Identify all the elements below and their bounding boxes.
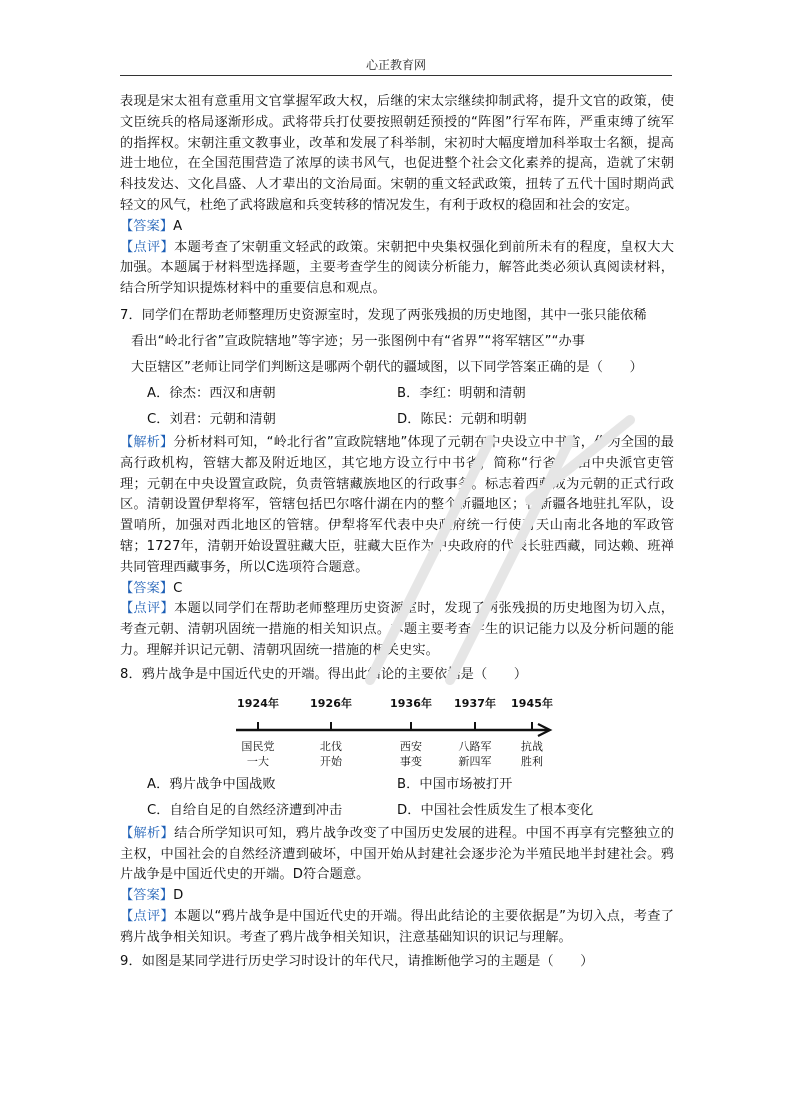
answer-value: C — [173, 580, 183, 596]
timeline-event-label: 一大 — [246, 754, 270, 768]
analysis-text: 结合所学知识可知，鸦片战争改变了中国历史发展的进程。中国不再享有完整独立的主权，中国社会的自然经济遭到破坏，中国开始从封建社会逐步沦为半殖民地半封建社会。鸦片战争是中国近代史的开端。D符合题意。 — [120, 825, 674, 883]
comment-text: 本题以“鸦片战争是中国近代史的开端。得出此结论的主要依据是”为切入点，考查了鸦片战争相关知识。考查了鸦片战争相关知识，注意基础知识的识记与理解。 — [120, 908, 674, 945]
q6-answer — [120, 217, 674, 238]
q8-comment — [120, 907, 674, 949]
comment-tag: 【点评】 — [120, 239, 175, 255]
q8-answer — [120, 886, 674, 907]
analysis-text: 分析材料可知，“岭北行省”宣政院辖地”体现了元朝在中央设立中书省，作为全国的最高行政机构，管辖大都及附近地区，其它地方设立行中书省，简称“行省”，由中央派官吏管理；元朝在中央设置宣政院，负责管辖藏族地区的行政事务。标志着西藏成为元朝的正式行政区。清朝设置伊犁将军，管辖包括巴尔喀什湖在内的整个新疆地区；在新疆各地驻扎军队，设置哨所，加强对西北地区的管辖。伊犁将军代表中央政府统一行使对天山南北各地的军政管辖；1727年，清朝开始设置驻藏大臣，驻藏大臣作为中央政府的代表长驻西藏，同达赖、班禅共同管理西藏事务，所以C选项符合题意。 — [120, 434, 674, 575]
timeline-event-label: 西安 — [399, 739, 423, 753]
q7-stem-line1: 7．同学们在帮助老师整理历史资源室时，发现了两张残损的历史地图，其中一张只能依稀 — [120, 307, 647, 323]
answer-tag: 【答案】 — [120, 580, 174, 596]
answer-value: D — [173, 888, 184, 904]
q6-analysis-continuation: 表现是宋太祖有意重用文官掌握军政大权，后继的宋太宗继续抑制武将，提升文官的政策，使文臣统兵的格局逐渐形成。武将带兵打仗要按照朝廷预授的“阵图”行军布阵，严重束缚了统军的指挥权。宋朝注重文教事业，改革和发展了科举制，宋初时大幅度增加科举取士名额，提高进士地位，在全国范围营造了浓厚的读书风气，也促进整个社会文化素养的提高，造就了宋朝科技发达、文化昌盛、人才辈出的文治局面。宋朝的重文轻武政策，扭转了五代十国时期尚武轻文的风气，杜绝了武将跋扈和兵变转移的情况发生，有利于政权的稳固和社会的安定。 — [120, 94, 674, 213]
site-name: 心正教育网 — [365, 58, 426, 72]
answer-tag: 【答案】 — [120, 888, 174, 904]
timeline-year: 1924年 — [236, 696, 280, 710]
q7-option-c: C．刘君：元朝和清朝 — [147, 411, 276, 427]
page-header — [120, 56, 672, 73]
q8-stem: 8．鸦片战争是中国近代史的开端。得出此结论的主要依据是（ ） — [120, 666, 528, 682]
timeline-event-label: 事变 — [399, 754, 423, 768]
timeline-year: 1945年 — [510, 696, 554, 710]
timeline-event-label: 北伐 — [319, 739, 343, 753]
header-divider — [120, 75, 672, 76]
comment-text: 本题考查了宋朝重文轻武的政策。宋朝把中央集权强化到前所未有的程度，皇权大大加强。本题属于材料型选择题，主要考查学生的阅读分析能力，解答此类必须认真阅读材料，结合所学知识提炼材料中的重要信息和观点。 — [120, 239, 674, 297]
answer-tag: 【答案】 — [120, 218, 174, 234]
comment-text: 本题以同学们在帮助老师整理历史资源室时，发现了两张残损的历史地图为切入点，考查元朝、清朝巩固统一措施的相关知识点。本题主要考查学生的识记能力以及分析问题的能力。理解并识记元朝、清朝巩固统一措施的相关史实。 — [120, 601, 674, 658]
q8-analysis — [120, 824, 674, 886]
q6-comment — [120, 238, 674, 300]
answer-value: A — [173, 218, 183, 234]
timeline-event-label: 抗战 — [520, 739, 544, 753]
q9-stem: 9．如图是某同学进行历史学习时设计的年代尺，请推断他学习的主题是（ ） — [120, 953, 594, 969]
q7-option-d: D．陈民：元朝和明朝 — [397, 411, 527, 427]
q7-option-a: A．徐杰：西汉和唐朝 — [147, 385, 276, 401]
q7-stem-line2: 看出“岭北行省”宣政院辖地”等字迹；另一张图例中有“省界”“将军辖区”“办事 — [131, 333, 586, 349]
q7-options — [120, 381, 674, 433]
timeline-event-label: 国民党 — [241, 739, 275, 753]
q7-answer — [120, 579, 674, 600]
q8-option-d: D．中国社会性质发生了根本变化 — [397, 802, 594, 818]
q7-analysis — [120, 433, 674, 579]
timeline-event-label: 开始 — [319, 754, 343, 768]
comment-tag: 【点评】 — [120, 908, 174, 924]
document-body — [120, 92, 674, 975]
comment-tag: 【点评】 — [120, 601, 175, 617]
timeline-year: 1936年 — [389, 696, 433, 710]
q7-comment — [120, 599, 674, 661]
timeline-year: 1937年 — [453, 696, 497, 710]
q8-option-c: C．自给自足的自然经济遭到冲击 — [147, 802, 343, 818]
q8-timeline — [120, 688, 674, 772]
q7-stem-line3: 大臣辖区”老师让同学们判断这是哪两个朝代的疆域图，以下同学答案正确的是（ ） — [131, 359, 643, 375]
q8-option-b: B．中国市场被打开 — [397, 776, 513, 792]
timeline-event-label: 八路军 — [458, 739, 492, 753]
timeline-figure — [120, 688, 674, 772]
analysis-tag: 【解析】 — [120, 825, 175, 841]
q8-options — [120, 772, 674, 824]
q7-option-b: B．李红：明朝和清朝 — [397, 385, 526, 401]
timeline-event-label: 新四军 — [458, 754, 492, 768]
q8-option-a: A．鸦片战争中国战败 — [147, 776, 276, 792]
timeline-year: 1926年 — [309, 696, 353, 710]
timeline-event-label: 胜利 — [520, 754, 544, 768]
analysis-tag: 【解析】 — [120, 434, 174, 450]
